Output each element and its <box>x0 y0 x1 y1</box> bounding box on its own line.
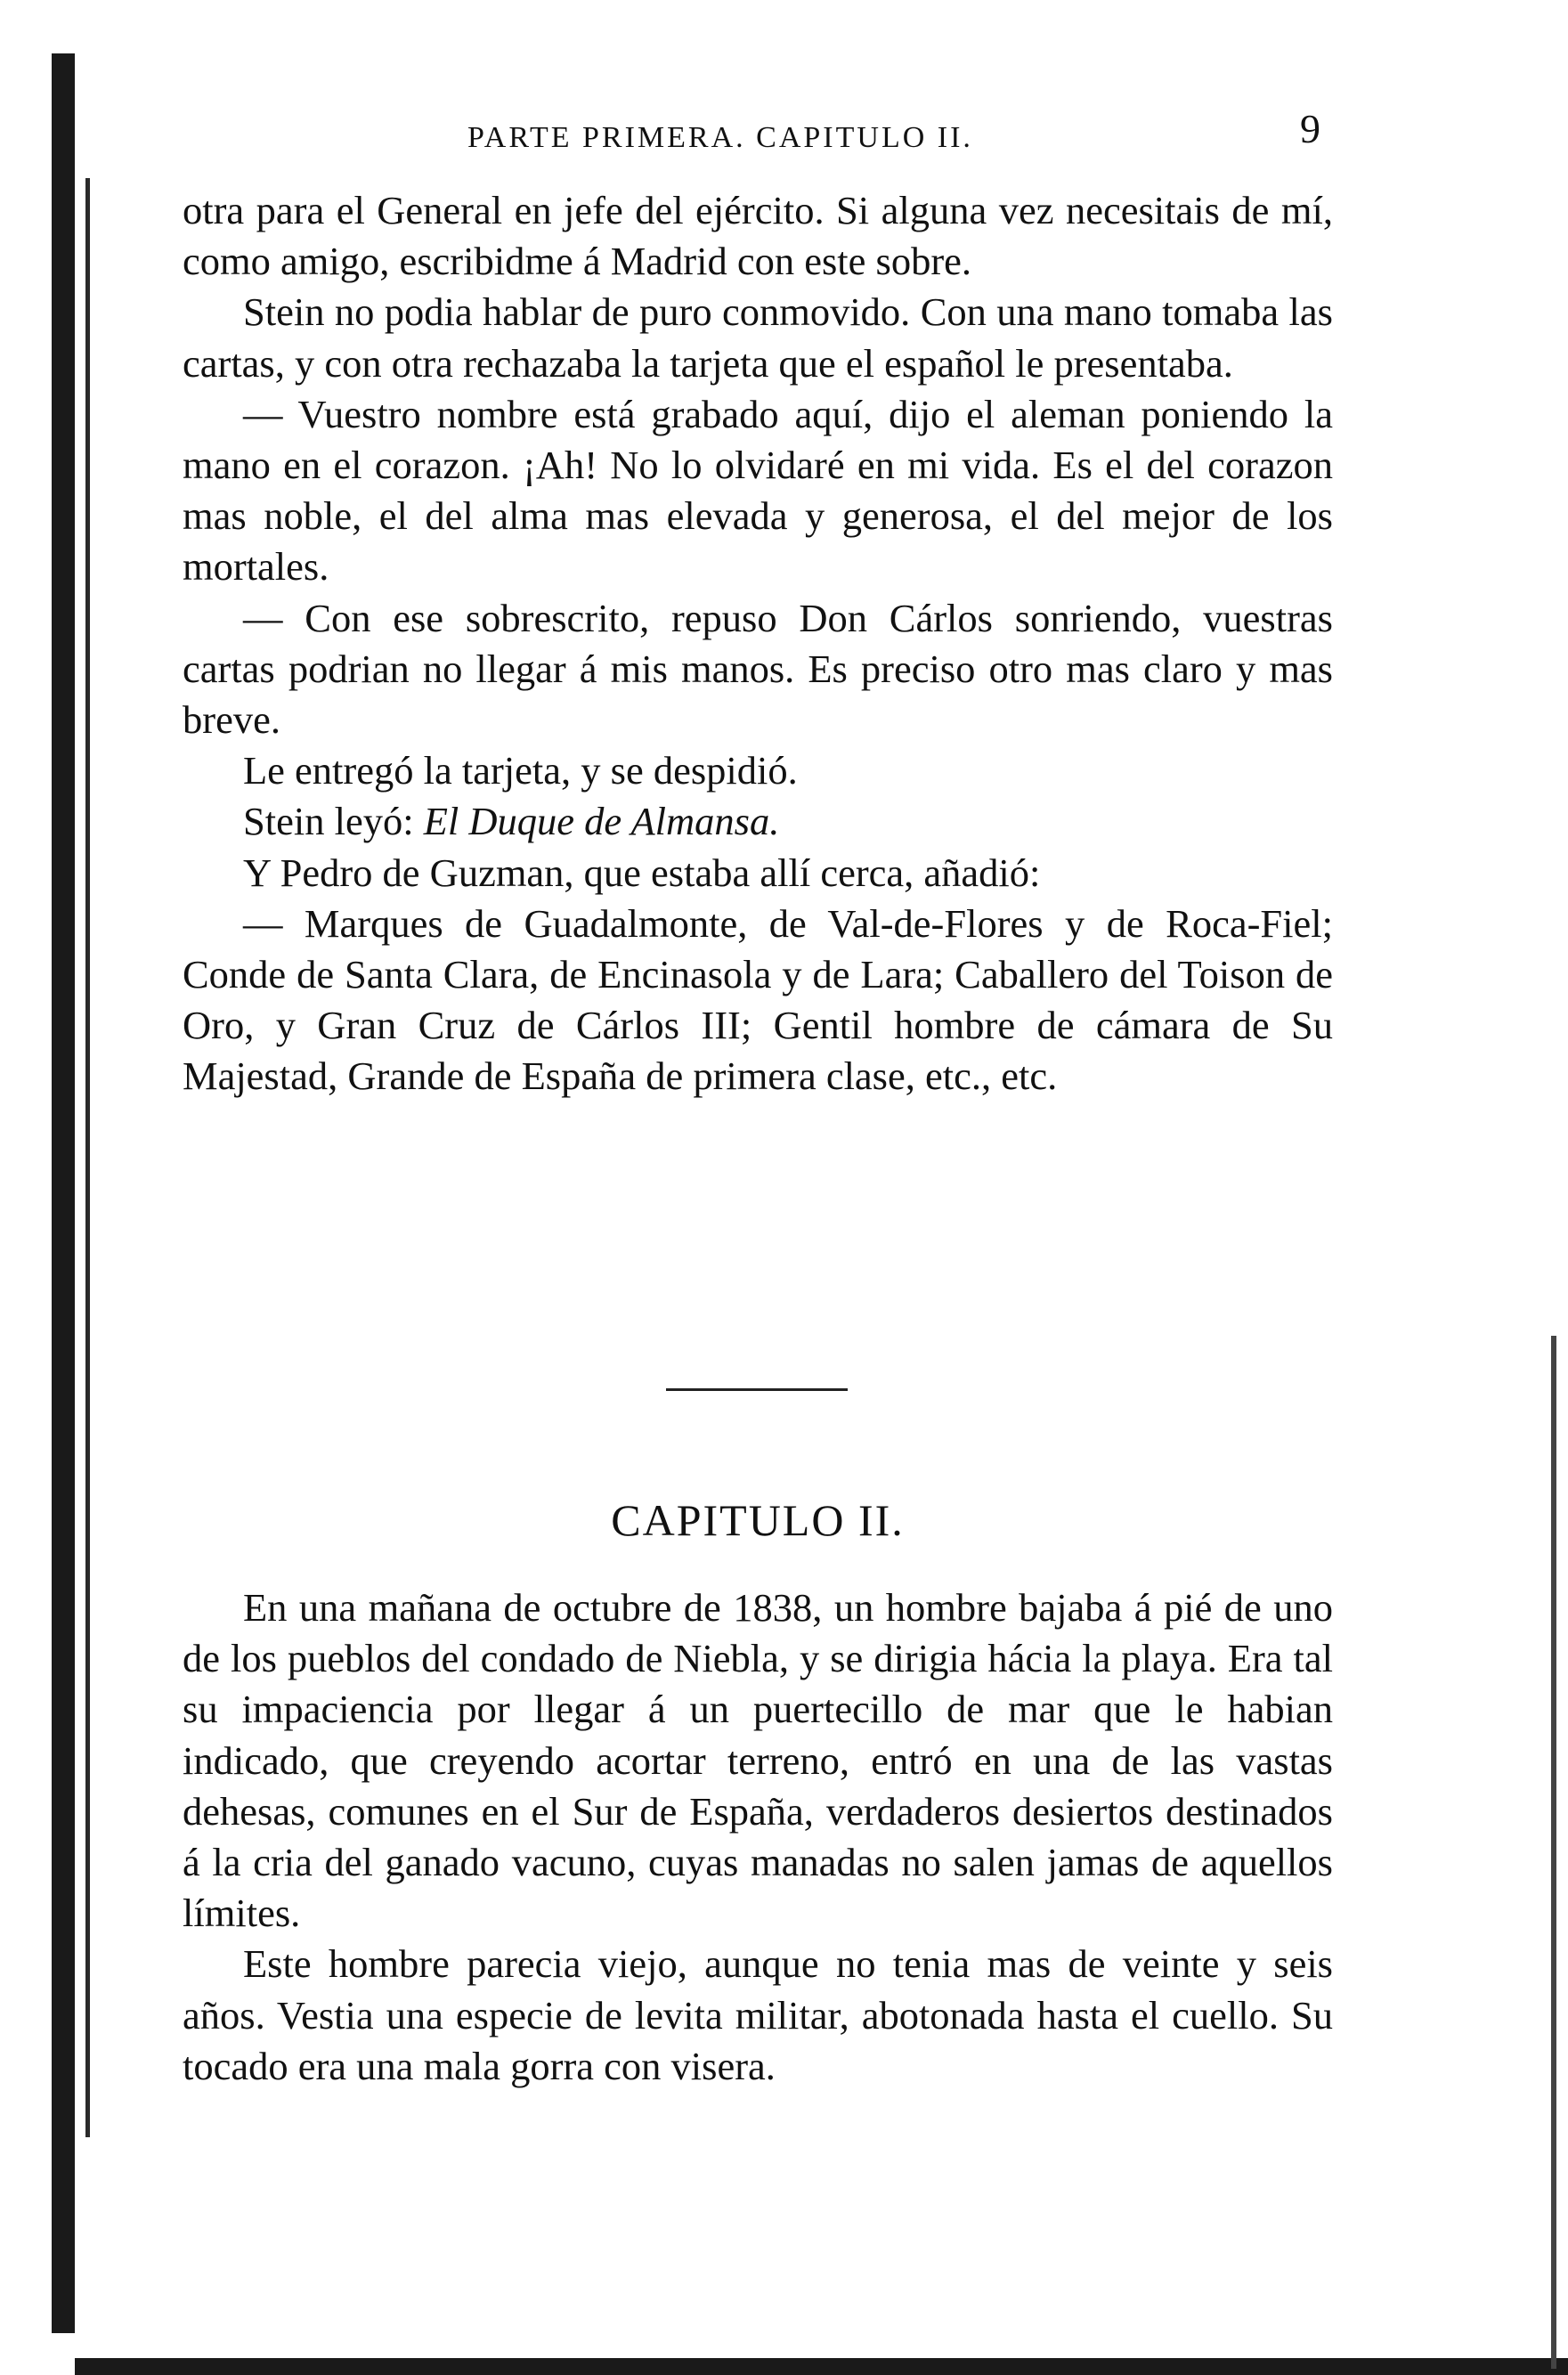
chapter-text <box>183 1582 1333 2092</box>
page-binding-shadow <box>85 178 90 2137</box>
paragraph: En una mañana de octubre de 1838, un hombre bajaba á pié de uno de los pueblos del condado de Niebla, y se dirigia hácia la playa. Era tal su impaciencia por llegar á un puertecillo de mar que le habian indicado, que creyendo acortar terreno, entró en una de las vastas dehesas, comunes en el Sur de España, verdaderos desiertos destinados á la cria del ganado vacuno, cuyas manadas no salen jamas de aquellos límites. <box>183 1585 1333 1936</box>
paragraph-prefix: Stein leyó: <box>243 799 424 844</box>
paragraph: Stein no podia hablar de puro conmovido. Con una mano tomaba las cartas, y con otra rechazaba la tarjeta que el español le presentaba. <box>183 289 1333 386</box>
paragraph: — Vuestro nombre está grabado aquí, dijo el aleman poniendo la mano en el corazon. ¡Ah! No lo olvidaré en mi vida. Es el del corazon mas noble, el del alma mas elevada y generosa, el del mejor de los mortales. <box>183 391 1333 590</box>
italic-title: El Duque de Almansa. <box>423 799 780 844</box>
running-head: PARTE PRIMERA. CAPITULO II. <box>467 121 973 154</box>
paragraph: — Con ese sobrescrito, repuso Don Cárlos sonriendo, vuestras cartas podrian no llegar á mis manos. Es preciso otro mas claro y mas breve. <box>183 595 1333 743</box>
page-bottom-edge <box>75 2358 1568 2375</box>
page-header <box>183 105 1340 176</box>
page-binding-edge <box>52 53 75 2333</box>
page-number: 9 <box>1300 106 1320 151</box>
body-text <box>183 185 1333 1102</box>
paragraph: Le entregó la tarjeta, y se despidió. <box>243 748 798 793</box>
paragraph: otra para el General en jefe del ejército. Si alguna vez necesitais de mí, como amigo, escribidme á Madrid con este sobre. <box>183 188 1333 284</box>
section-divider <box>666 1388 848 1391</box>
paragraph: — Marques de Guadalmonte, de Val-de-Flores y de Roca-Fiel; Conde de Santa Clara, de Encinasola y de Lara; Caballero del Toison de Oro, y Gran Cruz de Cárlos III; Gentil hombre de cámara de Su Majestad, Grande de España de primera clase, etc., etc. <box>183 900 1333 1099</box>
chapter-title: CAPITULO II. <box>611 1495 905 1545</box>
paragraph <box>183 796 1333 847</box>
paragraph: Este hombre parecia viejo, aunque no tenia mas de veinte y seis años. Vestia una especie de levita militar, abotonada hasta el cuello. Su tocado era una mala gorra con visera. <box>183 1941 1333 2088</box>
paragraph: Y Pedro de Guzman, que estaba allí cerca, añadió: <box>243 850 1041 895</box>
page-right-edge <box>1551 1336 1556 2369</box>
